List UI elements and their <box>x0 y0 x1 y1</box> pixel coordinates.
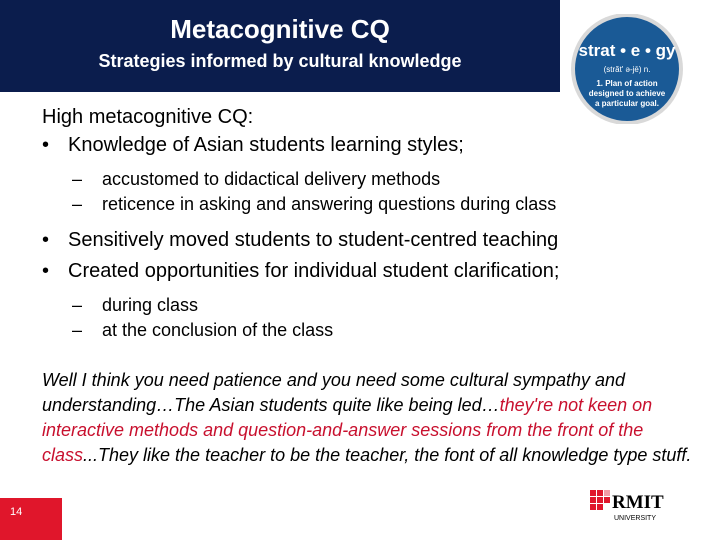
sub-bullet-item <box>42 293 692 318</box>
dash-icon: – <box>72 194 83 214</box>
bullet-icon: • <box>42 229 50 251</box>
quote-part-1: Well I think you need patience and you need some cultural sympathy and understanding…The Asian students quite like being led… <box>42 370 626 415</box>
badge-definition-line2: designed to achieve <box>588 89 666 98</box>
bullet-item <box>42 130 692 161</box>
badge-word: strat • e • gy <box>578 41 676 60</box>
badge-definition-line3: a particular goal. <box>594 99 660 108</box>
bullet-item <box>42 256 692 287</box>
slide-body <box>42 104 692 343</box>
sub-bullet-item <box>42 318 692 343</box>
sub-bullet-item <box>42 167 692 192</box>
sub-bullet-text: during class <box>102 295 199 315</box>
dash-icon: – <box>72 295 83 315</box>
bullet-text: Knowledge of Asian students learning styles; <box>68 134 464 156</box>
quote-highlight: they're not keen on interactive methods and question-and-answer sessions from the front of the class <box>42 395 653 465</box>
badge-definition-line1: 1. Plan of action <box>596 79 658 88</box>
interview-quote <box>42 368 692 468</box>
quote-part-3: ...They like the teacher to be the teacher, the font of all knowledge type stuff. <box>83 445 692 465</box>
slide-subtitle: Strategies informed by cultural knowledge <box>98 51 462 71</box>
bullet-text: Sensitively moved students to student-centred teaching <box>68 229 559 251</box>
rmit-wordmark: RMIT <box>612 492 664 513</box>
section-heading: High metacognitive CQ: <box>42 106 254 128</box>
page-number: 14 <box>10 506 23 518</box>
dash-icon: – <box>72 320 83 340</box>
bullet-item <box>42 225 692 256</box>
slide-title: Metacognitive CQ <box>170 14 390 44</box>
rmit-university-label: UNIVERSITY <box>614 515 657 522</box>
badge-pronunciation: (străt' ə-jē) n. <box>603 65 651 74</box>
footer-red-strip <box>0 498 62 540</box>
sub-bullet-text: accustomed to didactical delivery methods <box>102 169 441 189</box>
bullet-icon: • <box>42 134 50 156</box>
dash-icon: – <box>72 169 83 189</box>
rmit-logo <box>588 486 678 526</box>
bullet-icon: • <box>42 260 50 282</box>
bullet-text: Created opportunities for individual student clarification; <box>68 260 560 282</box>
slide-header <box>0 0 560 92</box>
sub-bullet-text: at the conclusion of the class <box>102 320 334 340</box>
sub-bullet-item <box>42 192 692 217</box>
sub-bullet-text: reticence in asking and answering questions during class <box>102 194 557 214</box>
rmit-pixel-mark-icon <box>590 490 610 510</box>
